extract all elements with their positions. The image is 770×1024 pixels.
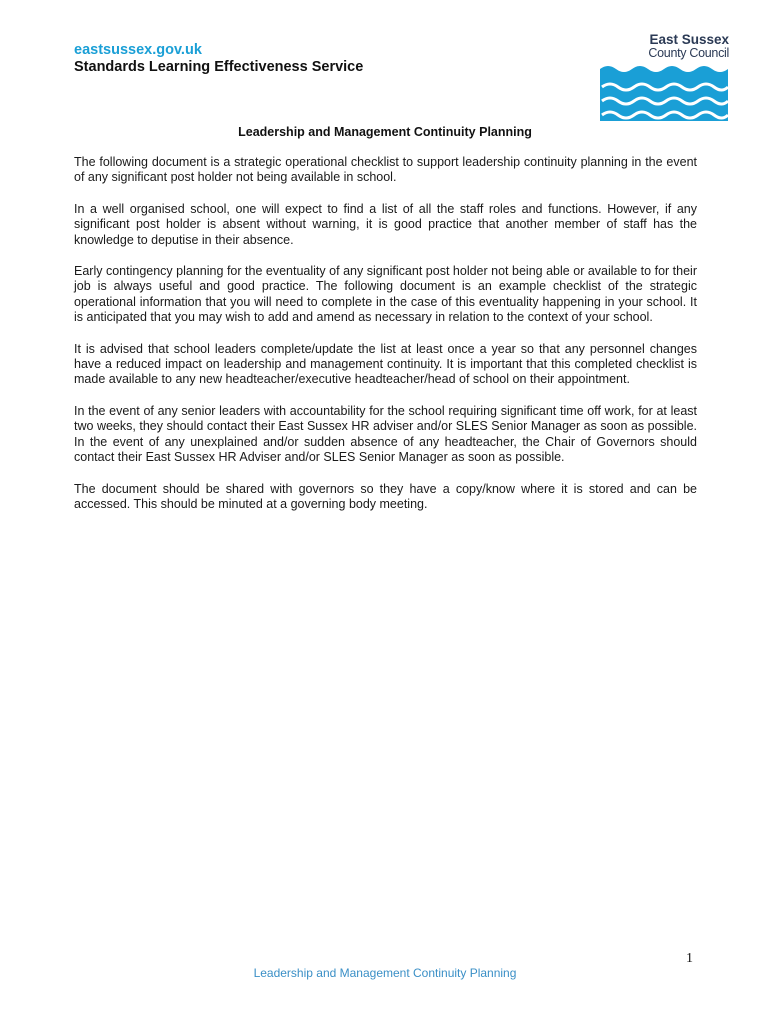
paragraph: The document should be shared with governors so they have a copy/know where it is stored and can be accessed. This should be minuted at a governing body meeting. bbox=[74, 481, 697, 511]
paragraph: The following document is a strategic operational checklist to support leadership continuity planning in the event of any significant post holder not being available in school. bbox=[74, 155, 697, 185]
waves-icon bbox=[600, 63, 728, 121]
document-title: Leadership and Management Continuity Planning bbox=[238, 125, 532, 139]
paragraph: In a well organised school, one will expect to find a list of all the staff roles and functions. However, if any significant post holder is absent without warning, it is good practice that another member of staff has the knowledge to deputise in their absence. bbox=[74, 201, 697, 247]
logo-line1: East Sussex bbox=[649, 32, 729, 47]
logo-line2: County Council bbox=[648, 46, 729, 60]
footer-text: Leadership and Management Continuity Planning bbox=[253, 966, 517, 980]
page-number: 1 bbox=[686, 951, 693, 966]
paragraph: It is advised that school leaders complete/update the list at least once a year so that any personnel changes have a reduced impact on leadership and management continuity. It is important that this completed checklist is made available to any new headteacher/executive headteacher/head of school on their appointment. bbox=[74, 341, 697, 387]
paragraph: In the event of any senior leaders with accountability for the school requiring significant time off work, for at least two weeks, they should contact their East Sussex HR adviser and/or SLES Senior Manager as soon as possible. In the event of any unexplained and/or sudden absence of any headteacher, the Chair of Governors should contact their East Sussex HR Adviser and/or SLES Senior Manager as soon as possible. bbox=[74, 403, 697, 465]
site-link[interactable]: eastsussex.gov.uk bbox=[74, 42, 202, 58]
service-name: Standards Learning Effectiveness Service bbox=[74, 59, 364, 75]
paragraph: Early contingency planning for the eventuality of any significant post holder not being able or available to for their job is always useful and good practice. The following document is an example checklist of the strategic operational information that you will need to complete in the case of this eventuality happening in your school. It is anticipated that you may wish to add and amend as necessary in relation to the context of your school. bbox=[74, 264, 697, 325]
document-body bbox=[74, 155, 697, 528]
